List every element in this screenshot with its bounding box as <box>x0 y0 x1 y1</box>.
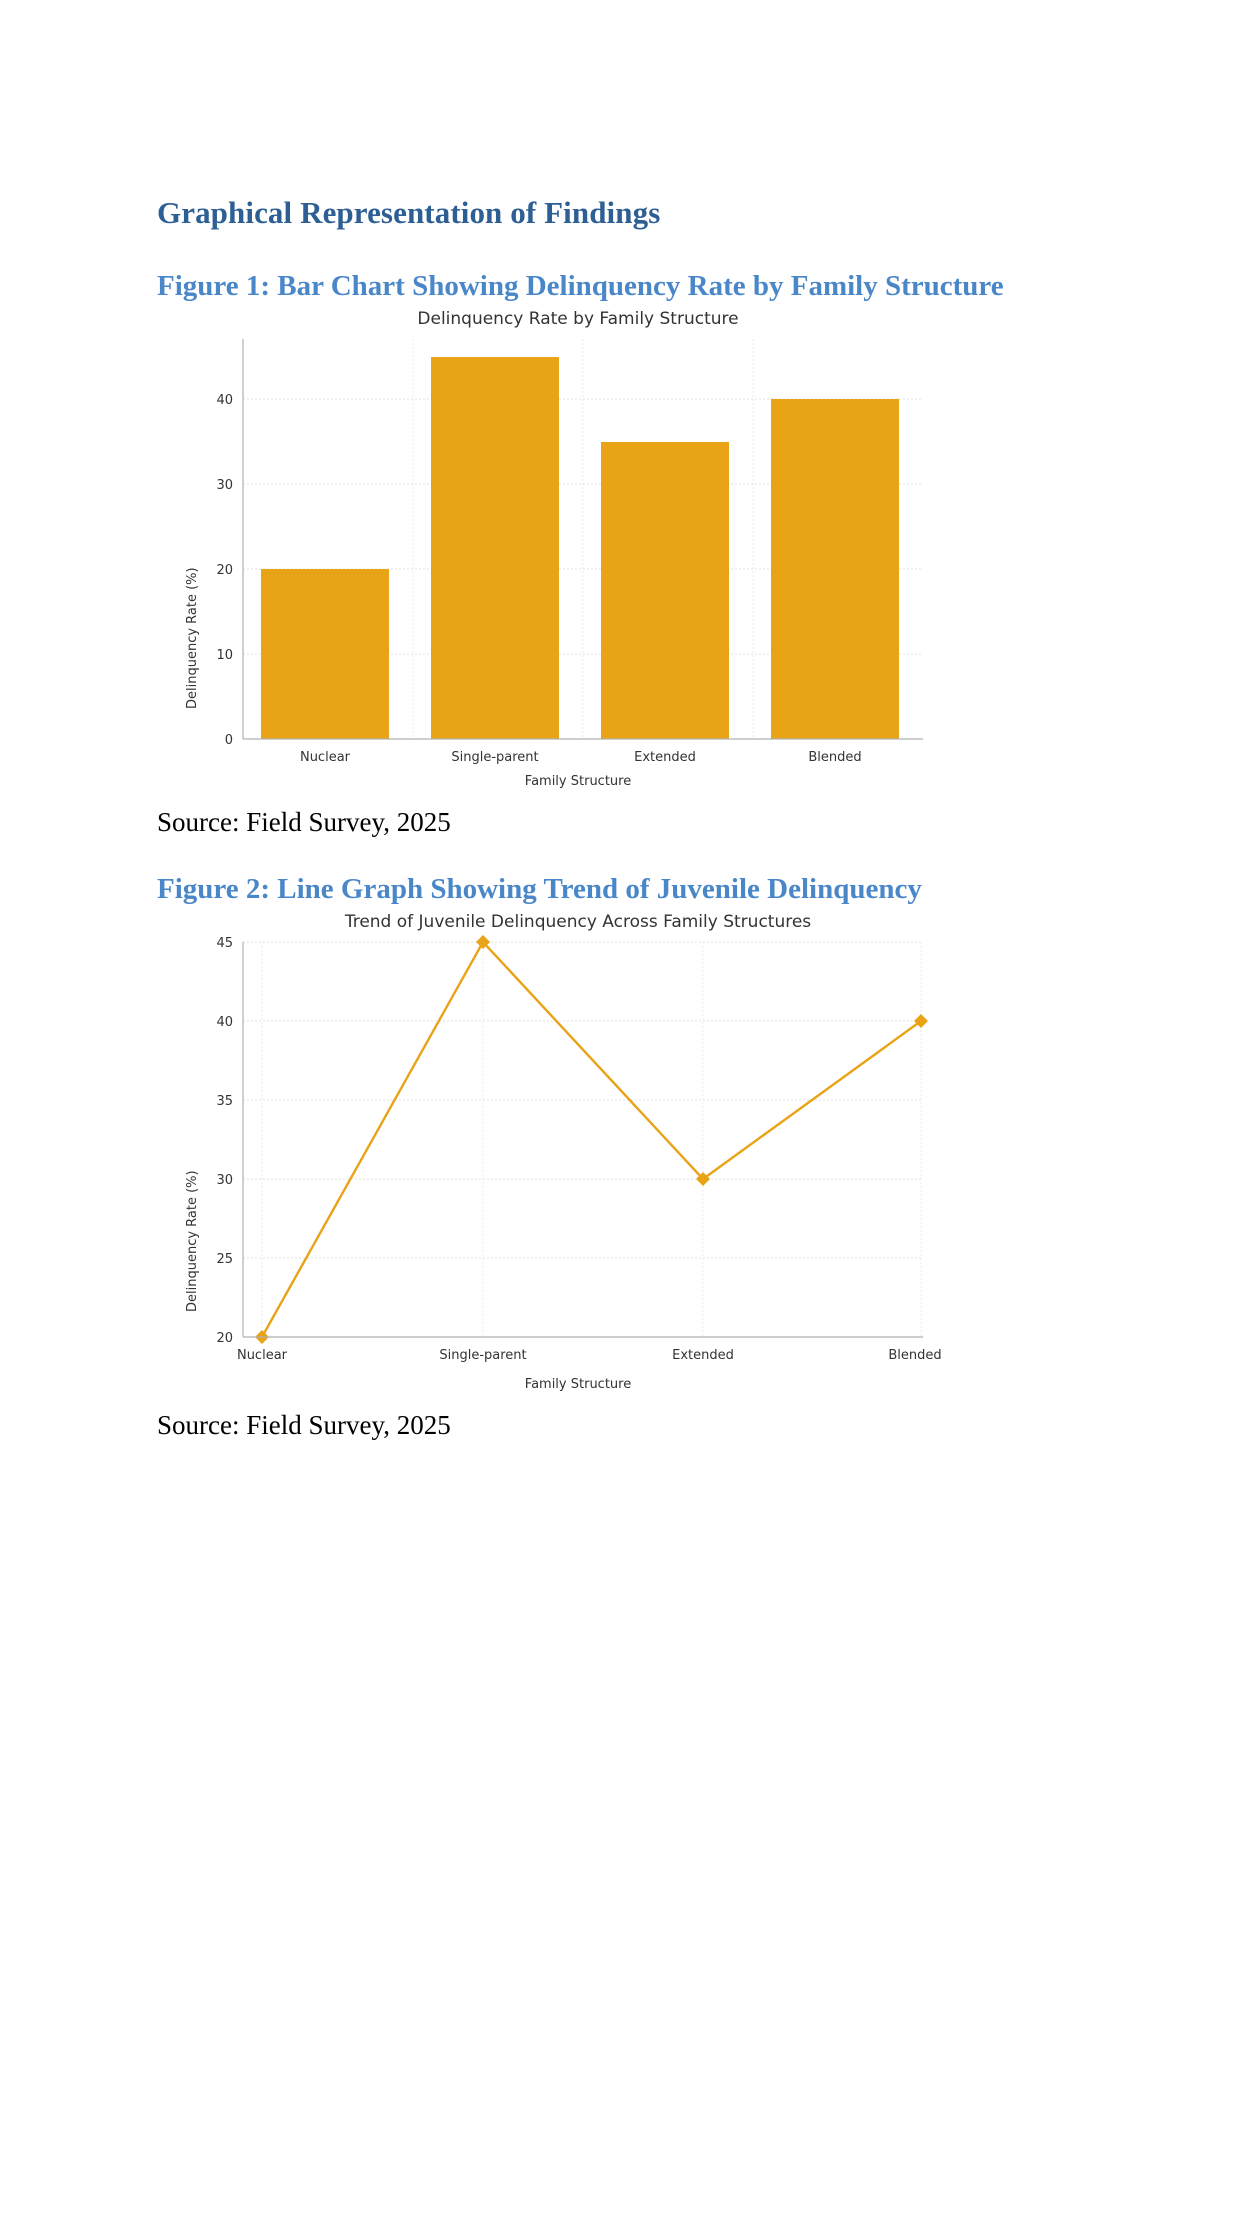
svg-text:Blended: Blended <box>888 1348 942 1364</box>
line-delinquency-trend <box>262 942 921 1337</box>
svg-text:0: 0 <box>224 733 233 749</box>
bar-nuclear <box>261 569 389 739</box>
svg-text:Nuclear: Nuclear <box>236 1348 288 1364</box>
svg-text:Extended: Extended <box>672 1348 734 1364</box>
svg-text:40: 40 <box>216 393 233 409</box>
chart-2-x-axis-label: Family Structure <box>524 1377 632 1393</box>
svg-text:Single-parent: Single-parent <box>451 750 539 766</box>
chart-1-bars <box>261 357 899 739</box>
chart-1-x-ticks <box>300 750 862 765</box>
chart-1-svg <box>163 309 993 789</box>
svg-text:45: 45 <box>216 936 233 952</box>
chart-1-title: Delinquency Rate by Family Structure <box>417 309 739 330</box>
figure-1-bar-chart <box>163 309 993 789</box>
svg-text:30: 30 <box>216 478 233 494</box>
svg-text:20: 20 <box>216 563 233 579</box>
svg-text:Nuclear: Nuclear <box>299 750 351 766</box>
figure-1-title: Figure 1: Bar Chart Showing Delinquency Rate by Family Structure <box>157 270 1004 302</box>
svg-text:20: 20 <box>216 1331 233 1347</box>
svg-text:Blended: Blended <box>808 750 862 766</box>
chart-2-gridlines <box>243 942 923 1337</box>
bar-blended <box>771 399 899 739</box>
page-title: Graphical Representation of Findings <box>157 195 661 230</box>
chart-1-x-axis-label: Family Structure <box>524 774 632 790</box>
chart-2-svg <box>163 912 993 1392</box>
chart-2-axes <box>243 942 923 1337</box>
chart-1-y-axis-label: Delinquency Rate (%) <box>185 567 200 710</box>
chart-2-y-axis-label: Delinquency Rate (%) <box>185 1170 200 1313</box>
chart-1-y-ticks <box>216 393 233 748</box>
figure-2-source: Source: Field Survey, 2025 <box>157 1410 451 1441</box>
chart-2-y-ticks <box>216 936 233 1346</box>
chart-2-title: Trend of Juvenile Delinquency Across Family Structures <box>344 912 812 933</box>
bar-single-parent <box>431 357 559 739</box>
svg-text:40: 40 <box>216 1015 233 1031</box>
svg-text:10: 10 <box>216 648 233 664</box>
svg-text:35: 35 <box>216 1094 233 1110</box>
figure-2-title: Figure 2: Line Graph Showing Trend of Juvenile Delinquency <box>157 873 922 906</box>
figure-1-source: Source: Field Survey, 2025 <box>157 807 451 838</box>
svg-text:Single-parent: Single-parent <box>439 1348 527 1364</box>
svg-text:Extended: Extended <box>634 750 696 766</box>
svg-text:25: 25 <box>216 1252 233 1268</box>
svg-text:30: 30 <box>216 1173 233 1189</box>
chart-2-x-ticks <box>237 1348 942 1363</box>
bar-extended <box>601 442 729 739</box>
document-content <box>157 195 1097 1475</box>
figure-2-line-chart <box>163 912 993 1392</box>
chart-2-series <box>255 935 928 1344</box>
